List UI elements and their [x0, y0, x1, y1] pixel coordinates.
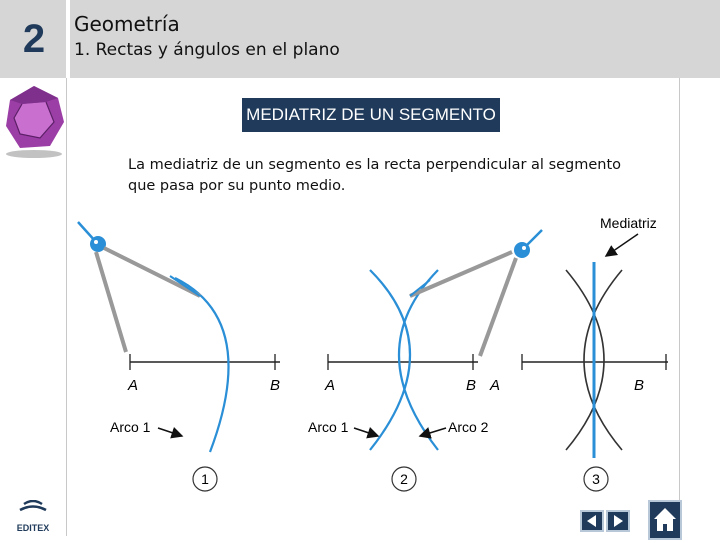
header-text: [74, 12, 340, 62]
label-b: B: [634, 377, 645, 394]
arc-right: [584, 270, 622, 450]
arc-2-label: Arco 2: [448, 419, 489, 435]
step-1: [78, 222, 280, 491]
arrow-right-icon: [608, 512, 628, 530]
home-button[interactable]: [648, 500, 682, 540]
step-number-2-text: 2: [400, 471, 408, 487]
compass-icon: [78, 222, 200, 352]
compass-icon: [410, 230, 542, 356]
definition-line-2: que pasa por su punto medio.: [128, 178, 346, 194]
arc-1: [175, 278, 229, 452]
label-a: A: [325, 377, 336, 394]
definition-line-1: La mediatriz de un segmento es la recta perpendicular al segmento: [128, 157, 622, 173]
logo-text: EDITEX: [16, 523, 50, 533]
editex-logo: [10, 500, 56, 533]
dodecahedron-icon: [0, 82, 66, 162]
arc-left: [566, 270, 604, 450]
next-button[interactable]: [606, 510, 630, 532]
prev-button[interactable]: [580, 510, 604, 532]
subject-title: Geometría: [74, 12, 180, 36]
arrow-left-icon: [582, 512, 602, 530]
step-2: [308, 230, 542, 491]
construction-figure: [70, 200, 680, 500]
label-b: B: [270, 377, 281, 394]
mediatriz-label: Mediatriz: [600, 215, 657, 231]
step-3: [489, 215, 668, 491]
arc-1: [370, 270, 410, 450]
arc-label: Arco 1: [110, 419, 151, 435]
label-a: A: [128, 377, 139, 394]
label-a: A: [490, 377, 501, 394]
logo-mark-icon: [10, 500, 56, 518]
arc-1-label: Arco 1: [308, 419, 349, 435]
definition-text: [128, 155, 638, 197]
home-icon: [650, 502, 680, 538]
unit-title: 1. Rectas y ángulos en el plano: [74, 40, 340, 60]
header-separator: [66, 0, 70, 78]
arc-2: [399, 270, 438, 450]
step-number-1-text: 1: [201, 471, 209, 487]
chapter-number: 2: [22, 17, 46, 61]
label-b: B: [466, 377, 477, 394]
section-title: MEDIATRIZ DE UN SEGMENTO: [242, 98, 500, 132]
step-number-3-text: 3: [592, 471, 600, 487]
